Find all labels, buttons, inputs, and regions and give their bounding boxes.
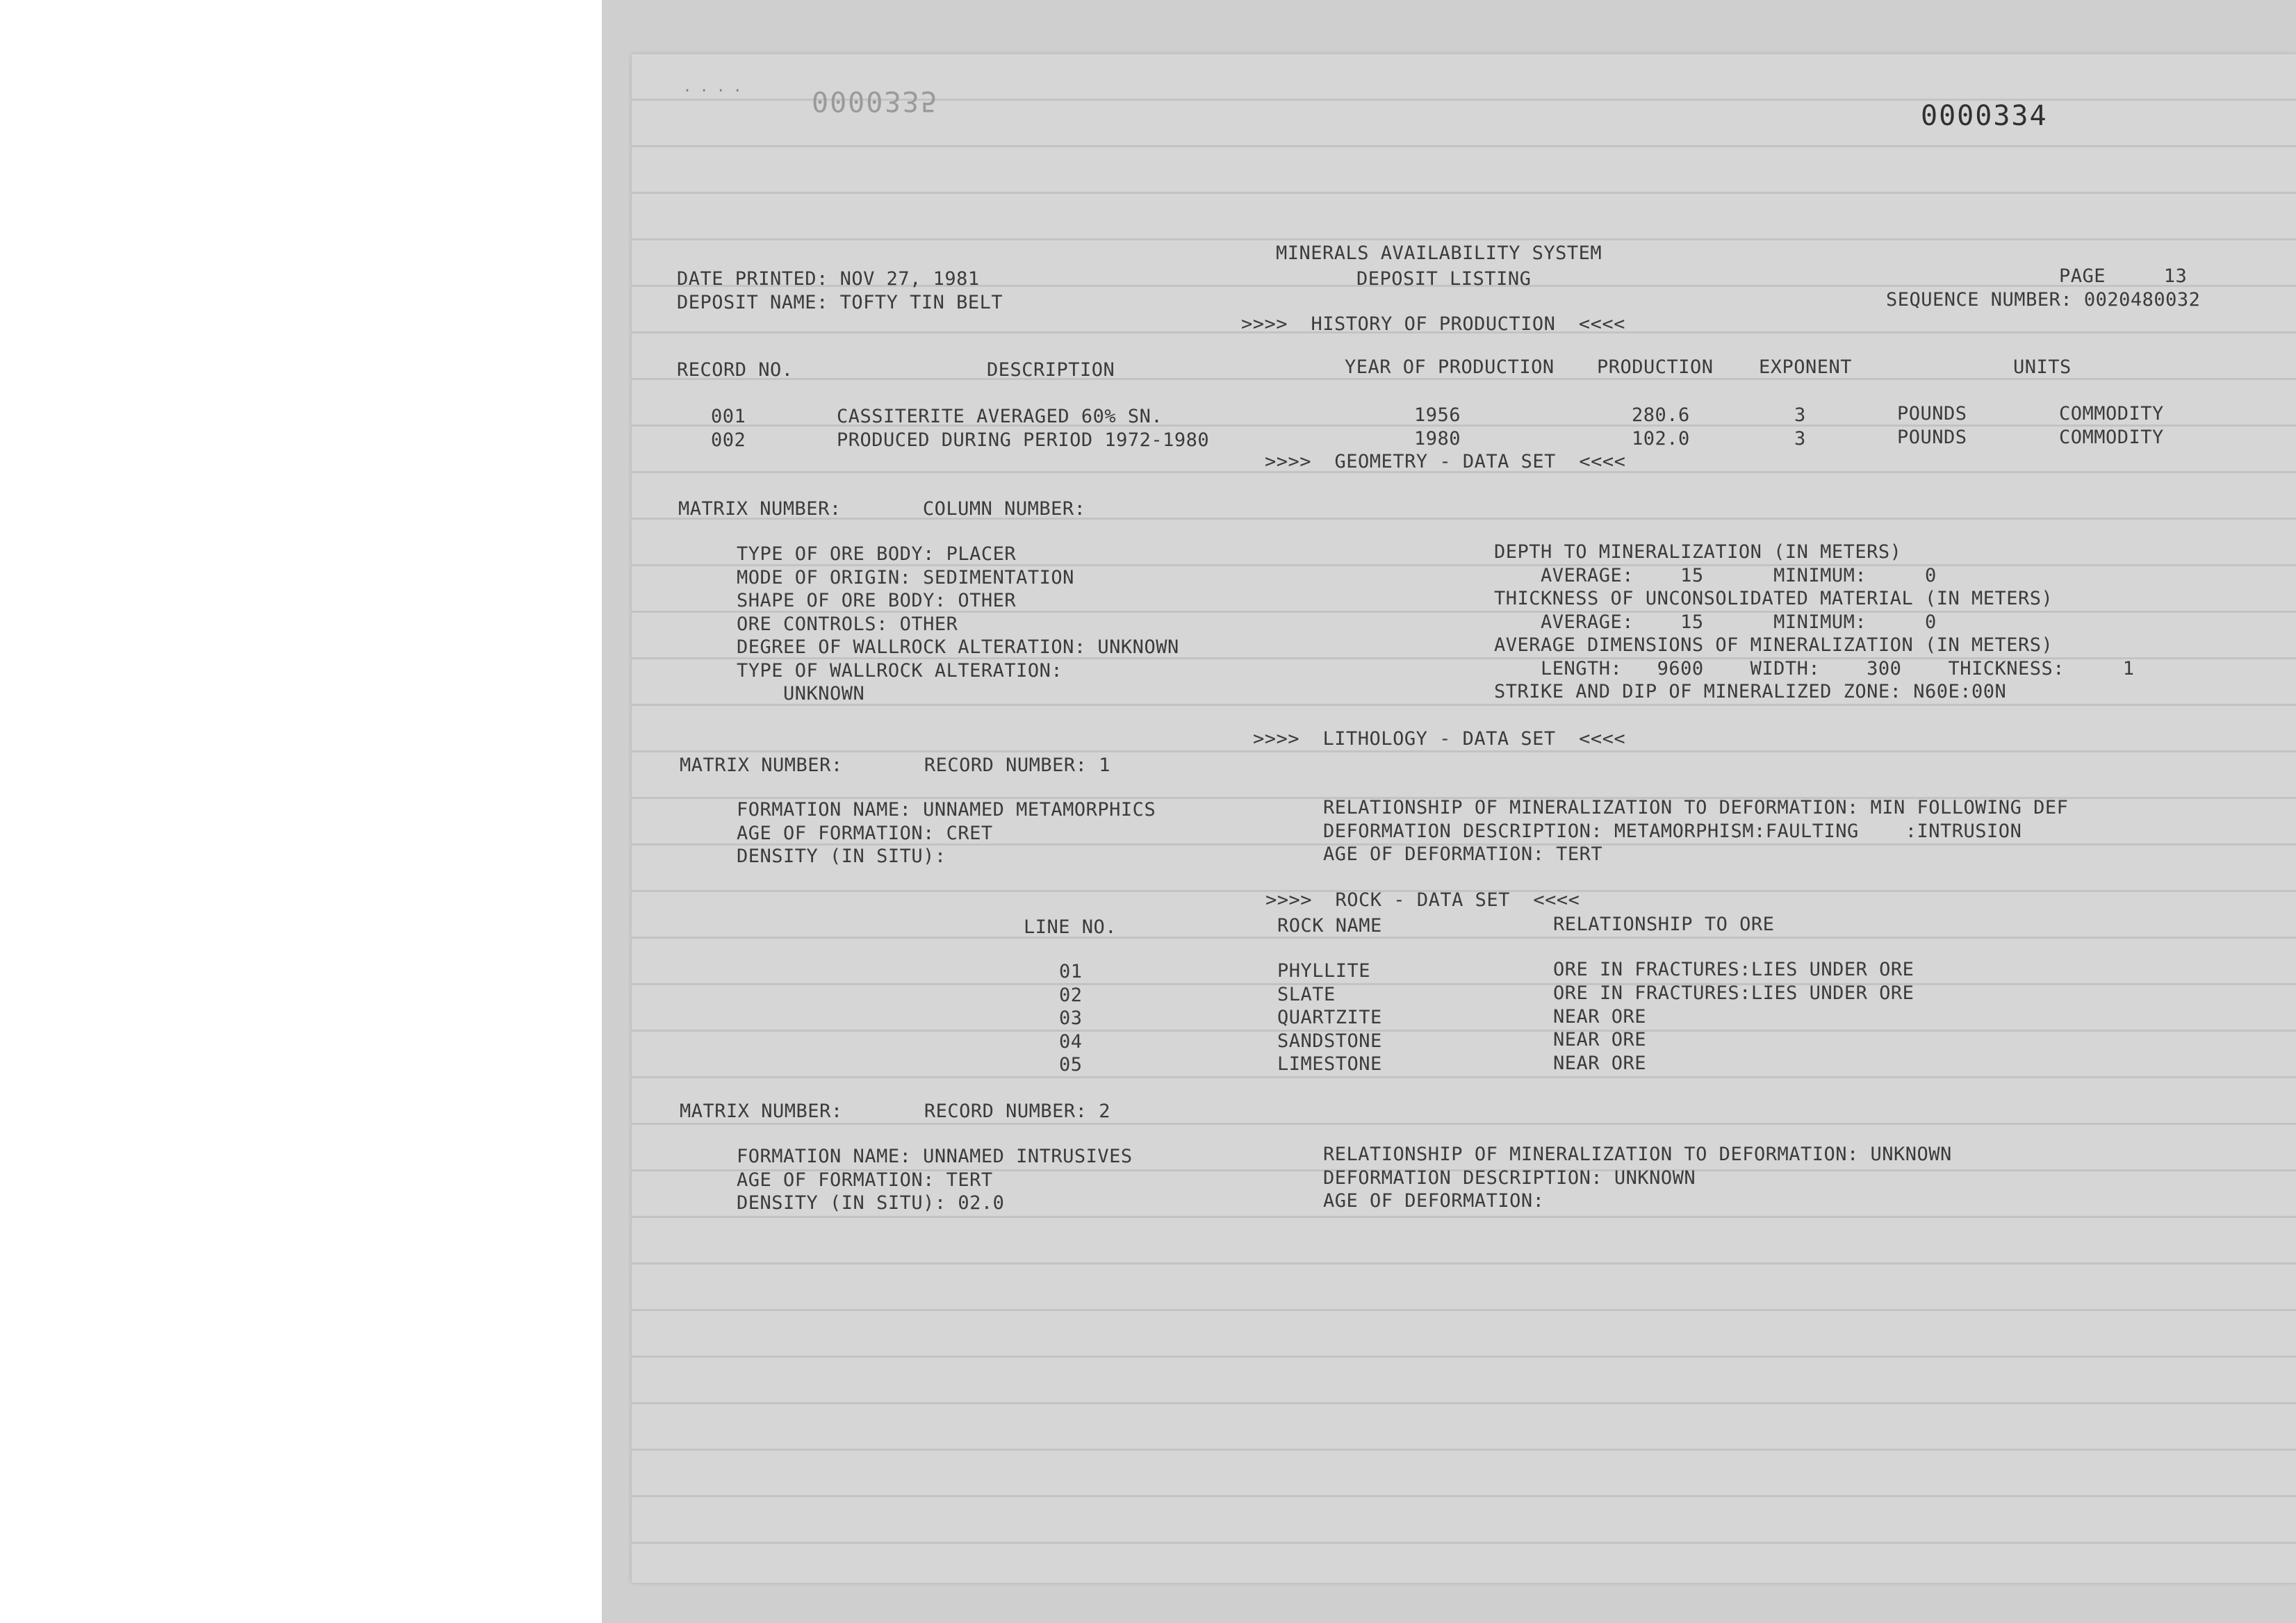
rock-header-line-no: LINE NO. <box>1024 916 1117 938</box>
speck-marks: · · · · <box>683 82 742 99</box>
prod-amount: 280.6 <box>1632 404 1690 426</box>
prod-unit: POUNDS <box>1897 427 1967 448</box>
rock-relationship: NEAR ORE <box>1553 1006 1647 1028</box>
prod-description: PRODUCED DURING PERIOD 1972-1980 <box>837 429 1210 451</box>
lithology-right-line: RELATIONSHIP OF MINERALIZATION TO DEFORMATION: MIN FOLLOWING DEF <box>1323 797 2069 818</box>
geometry-left-line: SHAPE OF ORE BODY: OTHER <box>737 590 1017 611</box>
geometry-right-line: LENGTH: 9600 WIDTH: 300 THICKNESS: 1 <box>1494 658 2135 679</box>
lithology-left-line: DENSITY (IN SITU): 02.0 <box>737 1192 1005 1214</box>
prod-basis: COMMODITY <box>2059 427 2164 448</box>
geometry-right-line: THICKNESS OF UNCONSOLIDATED MATERIAL (IN METERS) <box>1494 588 2053 609</box>
rock-relationship: NEAR ORE <box>1553 1053 1647 1074</box>
system-title: MINERALS AVAILABILITY SYSTEM <box>1276 242 1602 264</box>
rock-line-no: 02 <box>1059 984 1083 1006</box>
prod-year: 1956 <box>1414 404 1461 426</box>
prod-unit: POUNDS <box>1897 403 1967 425</box>
lithology-left-line: DENSITY (IN SITU): <box>737 846 946 867</box>
header-production: PRODUCTION <box>1597 356 1714 378</box>
rock-name: SANDSTONE <box>1277 1030 1382 1052</box>
rock-line-no: 01 <box>1059 961 1083 982</box>
prod-year: 1980 <box>1414 428 1461 450</box>
rock-header-relationship: RELATIONSHIP TO ORE <box>1553 914 1775 935</box>
geometry-right-line: AVERAGE: 15 MINIMUM: 0 <box>1494 611 1937 633</box>
lithology-right-line: RELATIONSHIP OF MINERALIZATION TO DEFORMATION: UNKNOWN <box>1323 1144 1952 1165</box>
listing-title: DEPOSIT LISTING <box>1356 268 1532 290</box>
lithology-left-line: AGE OF FORMATION: CRET <box>737 823 993 844</box>
rock-name: PHYLLITE <box>1277 960 1371 982</box>
geometry-right-line: STRIKE AND DIP OF MINERALIZED ZONE: N60E:00N <box>1494 681 2007 702</box>
rock-name: LIMESTONE <box>1277 1053 1382 1075</box>
geometry-matrix-line: MATRIX NUMBER: COLUMN NUMBER: <box>678 498 1086 520</box>
lithology-right-line: AGE OF DEFORMATION: TERT <box>1323 843 1603 865</box>
header-exponent: EXPONENT <box>1759 356 1853 378</box>
geometry-left-line: DEGREE OF WALLROCK ALTERATION: UNKNOWN <box>737 636 1179 658</box>
rock-line-no: 03 <box>1059 1007 1083 1029</box>
prod-amount: 102.0 <box>1632 428 1690 450</box>
lithology-left-line: AGE OF FORMATION: TERT <box>737 1169 993 1191</box>
rock-header-name: ROCK NAME <box>1277 915 1382 937</box>
geometry-left-line: TYPE OF WALLROCK ALTERATION: <box>737 660 1063 682</box>
rock-line-no: 05 <box>1059 1054 1083 1076</box>
sequence-number: SEQUENCE NUMBER: 0020480032 <box>1886 289 2201 311</box>
rock-line-no: 04 <box>1059 1031 1083 1053</box>
lithology-right-line: DEFORMATION DESCRIPTION: UNKNOWN <box>1323 1167 1696 1189</box>
header-year: YEAR OF PRODUCTION <box>1345 356 1555 378</box>
geometry-left-line: MODE OF ORIGIN: SEDIMENTATION <box>737 567 1074 588</box>
prod-basis: COMMODITY <box>2059 403 2164 425</box>
lithology-left-line: FORMATION NAME: UNNAMED METAMORPHICS <box>737 799 1156 821</box>
rock-name: QUARTZITE <box>1277 1007 1382 1028</box>
production-section-title: >>>> HISTORY OF PRODUCTION <<<< <box>1241 313 1625 335</box>
geometry-left-line: UNKNOWN <box>737 683 865 705</box>
rock-section-title: >>>> ROCK - DATA SET <<<< <box>1265 889 1580 911</box>
rock-relationship: ORE IN FRACTURES:LIES UNDER ORE <box>1553 982 1914 1004</box>
geometry-left-line: TYPE OF ORE BODY: PLACER <box>737 543 1017 565</box>
geometry-left-line: ORE CONTROLS: OTHER <box>737 613 958 635</box>
prod-description: CASSITERITE AVERAGED 60% SN. <box>837 406 1163 427</box>
geometry-right-line: AVERAGE DIMENSIONS OF MINERALIZATION (IN METERS) <box>1494 634 2053 656</box>
geometry-right-line: DEPTH TO MINERALIZATION (IN METERS) <box>1494 541 1902 563</box>
header-record-no: RECORD NO. <box>677 359 794 381</box>
prod-record: 002 <box>711 429 746 451</box>
lithology-left-line: FORMATION NAME: UNNAMED INTRUSIVES <box>737 1146 1133 1167</box>
header-units: UNITS <box>2013 356 2072 378</box>
rock-relationship: NEAR ORE <box>1553 1029 1647 1051</box>
geometry-section-title: >>>> GEOMETRY - DATA SET <<<< <box>1265 451 1626 472</box>
lithology-right-line: DEFORMATION DESCRIPTION: METAMORPHISM:FAULTING :INTRUSION <box>1323 821 2022 842</box>
mirrored-stamp-number: 0000335 <box>812 85 939 117</box>
rock-name: SLATE <box>1277 984 1336 1005</box>
deposit-name: DEPOSIT NAME: TOFTY TIN BELT <box>677 292 1003 313</box>
header-description: DESCRIPTION <box>987 359 1115 381</box>
prod-record: 001 <box>711 406 746 427</box>
page-number: PAGE 13 <box>2059 265 2188 287</box>
lithology-right-line: AGE OF DEFORMATION: <box>1323 1190 1545 1212</box>
lithology-matrix-line-2: MATRIX NUMBER: RECORD NUMBER: 2 <box>680 1101 1110 1122</box>
prod-exponent: 3 <box>1794 428 1806 450</box>
rock-relationship: ORE IN FRACTURES:LIES UNDER ORE <box>1553 959 1914 980</box>
stamp-number: 0000334 <box>1921 100 2048 132</box>
lithology-section-title: >>>> LITHOLOGY - DATA SET <<<< <box>1253 728 1626 750</box>
prod-exponent: 3 <box>1794 404 1806 426</box>
date-printed: DATE PRINTED: NOV 27, 1981 <box>677 268 980 290</box>
geometry-right-line: AVERAGE: 15 MINIMUM: 0 <box>1494 565 1937 586</box>
lithology-matrix-line-1: MATRIX NUMBER: RECORD NUMBER: 1 <box>680 755 1110 776</box>
